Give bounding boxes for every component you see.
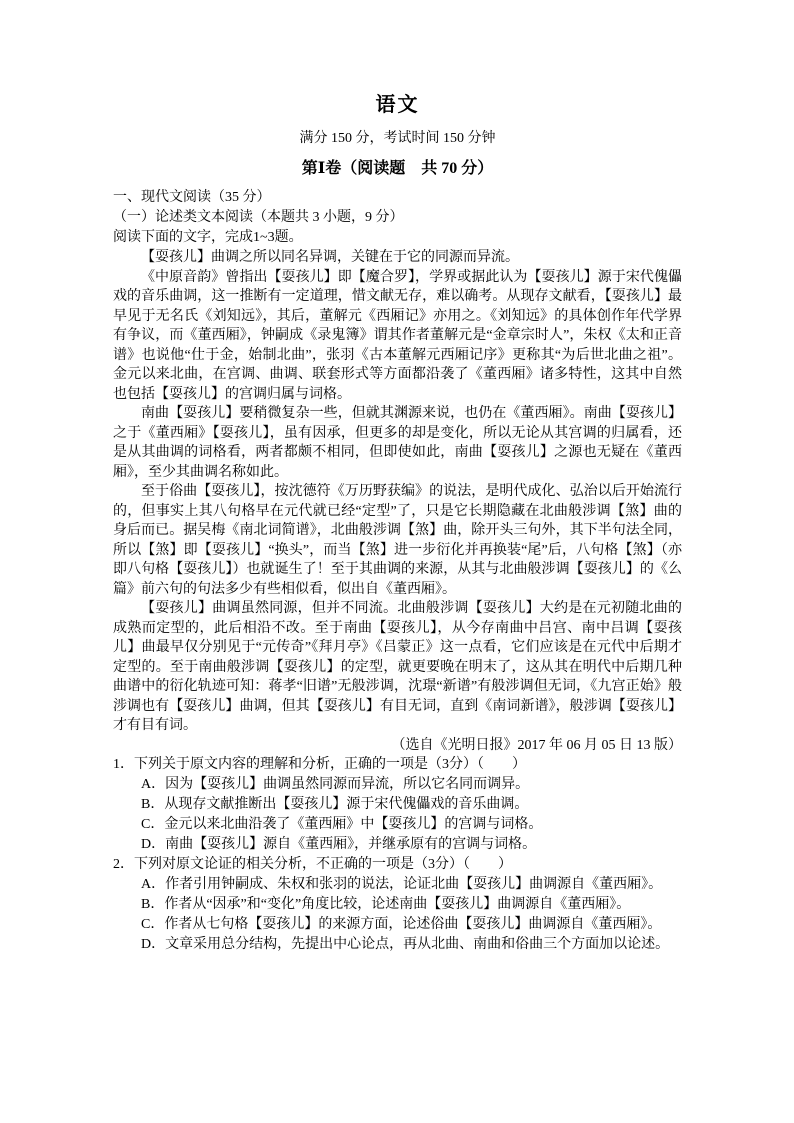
question-stem: 2．下列对原文论证的相关分析，不正确的一项是（3分）（ ） [113, 857, 512, 872]
question-option: D．文章采用总分结构，先提出中心论点，再从北曲、南曲和俗曲三个方面加以论述。 [141, 937, 670, 952]
doc-title: 语文 [375, 94, 420, 116]
question-option: A．因为【耍孩儿】曲调虽然同源而异流，所以它名同而调异。 [141, 777, 530, 792]
body-paragraph: 南曲【耍孩儿】要稍微复杂一些，但就其渊源来说，也仍在《董西厢》。南曲【耍孩儿】之于《董西厢》【耍孩儿】，虽有因承，但更多的却是变化，所以无论从其宫调的归属看，还是从其曲调的词格看，两者都颇不相同，但即使如此，南曲【耍孩儿】之源也无疑在《董西厢》，至少其曲调名称如此。 [113, 406, 682, 480]
doc-subtitle: 满分 150 分，考试时间 150 分钟 [299, 131, 496, 146]
question-option: C．作者从七句格【耍孩儿】的来源方面，论述俗曲【耍孩儿】曲调源自《董西厢》。 [141, 917, 662, 932]
reading-instruction: 阅读下面的文字，完成1~3题。 [113, 230, 303, 245]
volume-heading: 第Ⅰ卷（阅读题 共 70 分） [301, 160, 494, 177]
passage [113, 248, 682, 736]
question-option: C．金元以来北曲沿袭了《董西厢》中【耍孩儿】的宫调与词格。 [141, 817, 543, 832]
section-heading: 一、现代文阅读（35 分） [113, 190, 271, 205]
body-paragraph: 至于俗曲【耍孩儿】，按沈德符《万历野获编》的说法，是明代成化、弘治以后开始流行的，但事实上其八句格早在元代就已经“定型”了，只是它长期隐藏在北曲般涉调【煞】曲的身后而已。据吴梅《南北词简谱》，北曲般涉调【煞】曲，除开头三句外，其下半句法全同，所以【煞】即【耍孩儿】“换头”，而当【煞】进一步衍化并再换装“尾”后，八句格【煞】（亦即八句格【耍孩儿】）也就诞生了！至于其曲调的来源，从其与北曲般涉调【耍孩儿】的《么篇》前六句的句法多少有些相似看，似出自《董西厢》。 [113, 484, 682, 597]
question-block-1 [113, 755, 682, 855]
question-option: B．作者从“因承”和“变化”角度比较，论述南曲【耍孩儿】曲调源自《董西厢》。 [141, 897, 631, 912]
body-paragraph: 《中原音韵》曾指出【耍孩儿】即【魔合罗】，学界或据此认为【耍孩儿】源于宋代傀儡戏的音乐曲调，这一推断有一定道理，惜文献无存，难以确考。从现存文献看，【耍孩儿】最早见于无名氏《刘知远》，其后，董解元《西厢记》亦用之。《刘知远》的具体创作年代学界有争议，而《董西厢》，钟嗣成《录鬼簿》谓其作者董解元是“金章宗时人”，朱权《太和正音谱》也说他“仕于金，始制北曲”，张羽《古本董解元西厢记序》更称其“为后世北曲之祖”。金元以来北曲，在宫调、曲调、联套形式等方面都沿袭了《董西厢》诸多特性，这其中自然也包括【耍孩儿】的宫调归属与词格。 [113, 269, 682, 402]
source-attribution: （选自《光明日报》2017 年 06 月 05 日 13 版） [391, 737, 682, 753]
question-stem: 1．下列关于原文内容的理解和分析，正确的一项是（3分）（ ） [113, 757, 526, 772]
question-block-2 [113, 855, 682, 955]
question-option: A．作者引用钟嗣成、朱权和张羽的说法，论证北曲【耍孩儿】曲调源自《董西厢》。 [141, 877, 663, 892]
subsection-heading: （一）论述类文本阅读（本题共 3 小题，9 分） [113, 210, 404, 225]
body-paragraph: 【耍孩儿】曲调之所以同名异调，关键在于它的同源而异流。 [141, 250, 519, 265]
question-option: D．南曲【耍孩儿】源自《董西厢》，并继承原有的宫调与词格。 [141, 837, 537, 852]
body-paragraph: 【耍孩儿】曲调虽然同源，但并不同流。北曲般涉调【耍孩儿】大约是在元初随北曲的成熟而定型的，此后相沿不改。至于南曲【耍孩儿】，从今存南曲中吕宫、南中吕调【耍孩儿】曲最早仅分别见于“元传奇”《拜月亭》《吕蒙正》这一点看，它们应该是在元代中后期才定型的。至于南曲般涉调【耍孩儿】的定型，就更要晚在明末了，这从其在明代中后期几种曲谱中的衍化轨迹可知：蒋孝“旧谱”无般涉调，沈璟“新谱”有般涉调但无词，《九宫正始》般涉调也有【耍孩儿】曲调，但其【耍孩儿】有目无词，直到《南词新谱》，般涉调【耍孩儿】才有目有词。 [113, 601, 682, 733]
question-option: B．从现存文献推断出【耍孩儿】源于宋代傀儡戏的音乐曲调。 [141, 797, 529, 812]
